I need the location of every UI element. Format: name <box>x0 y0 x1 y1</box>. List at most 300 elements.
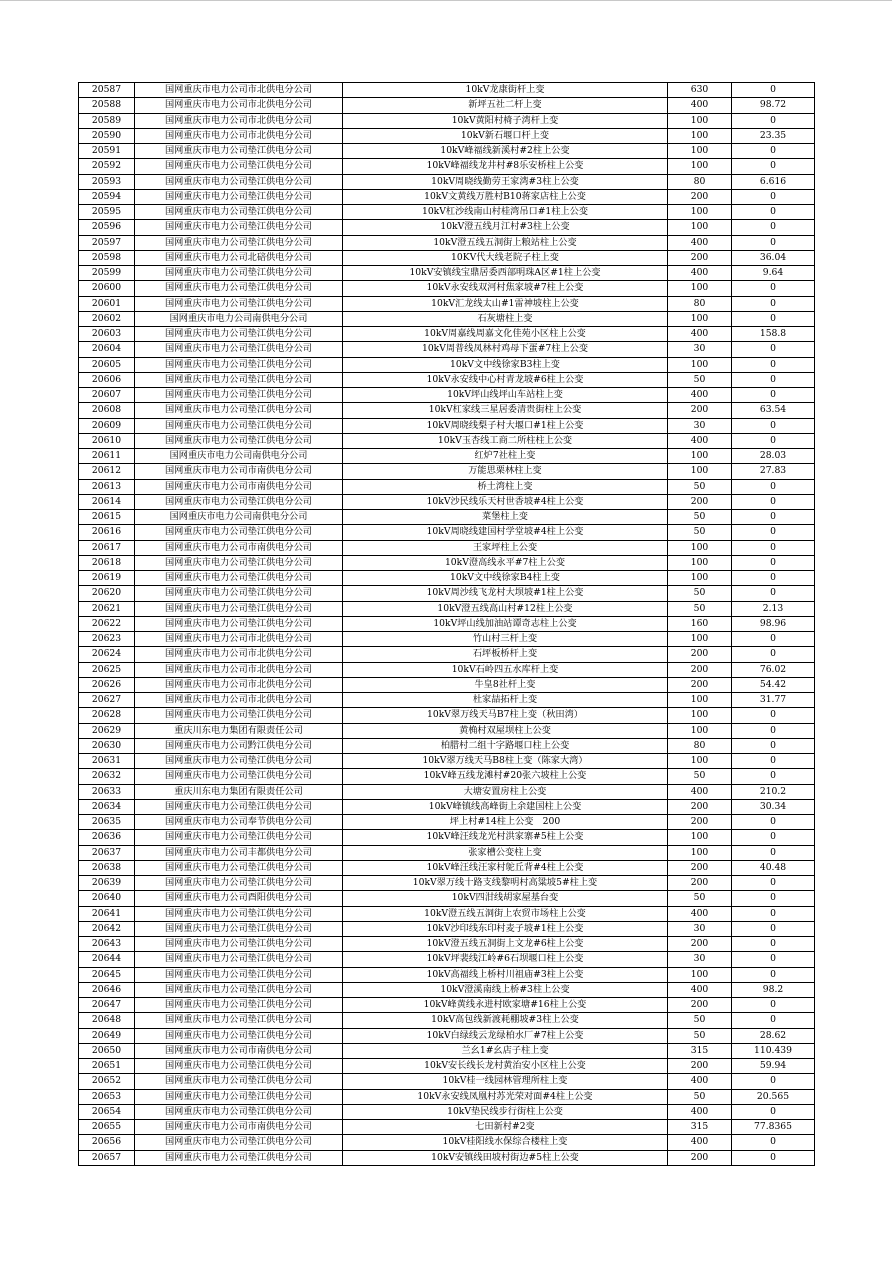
table-row <box>79 601 815 616</box>
company-cell: 国网重庆市电力公司北碚供电分公司 <box>135 250 343 265</box>
company-cell: 国网重庆市电力公司市南供电分公司 <box>135 479 343 494</box>
company-cell: 国网重庆市电力公司市南供电分公司 <box>135 1043 343 1058</box>
table-row <box>79 1089 815 1104</box>
company-cell: 国网重庆市电力公司垫江供电分公司 <box>135 174 343 189</box>
transformer-name-cell: 10kV澄五线高山村#12柱上公变 <box>343 601 668 616</box>
company-cell: 国网重庆市电力公司奉节供电分公司 <box>135 815 343 830</box>
transformer-name-cell: 10kV杠家线三星居委清贵街柱上公变 <box>343 403 668 418</box>
capacity-cell: 400 <box>668 235 732 250</box>
transformer-name-cell: 10kV新石堰口杆上变 <box>343 128 668 143</box>
company-cell: 国网重庆市电力公司垫江供电分公司 <box>135 159 343 174</box>
value-cell: 0 <box>732 388 815 403</box>
table-body <box>79 83 815 1166</box>
transformer-name-cell: 10kV文黄线万胜村B10蒋家店柱上公变 <box>343 189 668 204</box>
transformer-name-cell: 10kV汇龙线太山#1雷神坡柱上公变 <box>343 296 668 311</box>
value-cell: 0 <box>732 754 815 769</box>
table-row <box>79 205 815 220</box>
row-id-cell: 20646 <box>79 982 135 997</box>
table-row <box>79 799 815 814</box>
value-cell: 0 <box>732 1104 815 1119</box>
row-id-cell: 20611 <box>79 449 135 464</box>
table-row <box>79 266 815 281</box>
row-id-cell: 20606 <box>79 372 135 387</box>
capacity-cell: 400 <box>668 906 732 921</box>
table-row <box>79 662 815 677</box>
table-row <box>79 784 815 799</box>
capacity-cell: 100 <box>668 723 732 738</box>
table-row <box>79 693 815 708</box>
transformer-name-cell: 10kV安镇线宝鼎居委西部明珠A区#1柱上公变 <box>343 266 668 281</box>
value-cell: 28.03 <box>732 449 815 464</box>
table-row <box>79 159 815 174</box>
row-id-cell: 20620 <box>79 586 135 601</box>
company-cell: 国网重庆市电力公司垫江供电分公司 <box>135 952 343 967</box>
capacity-cell: 30 <box>668 418 732 433</box>
capacity-cell: 200 <box>668 799 732 814</box>
row-id-cell: 20633 <box>79 784 135 799</box>
row-id-cell: 20627 <box>79 693 135 708</box>
capacity-cell: 50 <box>668 1013 732 1028</box>
company-cell: 国网重庆市电力公司垫江供电分公司 <box>135 1074 343 1089</box>
transformer-name-cell: 10kV周晓线勤劳王家湾#3柱上公变 <box>343 174 668 189</box>
company-cell: 国网重庆市电力公司市北供电分公司 <box>135 83 343 98</box>
transformer-name-cell: 10kV永安线中心村青龙坡#6柱上公变 <box>343 372 668 387</box>
table-row <box>79 1074 815 1089</box>
transformer-name-cell: 坪上村#14柱上公变 200 <box>343 815 668 830</box>
capacity-cell: 80 <box>668 738 732 753</box>
company-cell: 国网重庆市电力公司市北供电分公司 <box>135 113 343 128</box>
capacity-cell: 400 <box>668 1135 732 1150</box>
capacity-cell: 400 <box>668 433 732 448</box>
transformer-name-cell: 10kV玉杏线工商二所柱柱上公变 <box>343 433 668 448</box>
table-row <box>79 1059 815 1074</box>
transformer-name-cell: 10kV石岭四五水库杆上变 <box>343 662 668 677</box>
company-cell: 国网重庆市电力公司垫江供电分公司 <box>135 616 343 631</box>
row-id-cell: 20626 <box>79 677 135 692</box>
capacity-cell: 400 <box>668 388 732 403</box>
company-cell: 国网重庆市电力公司市北供电分公司 <box>135 98 343 113</box>
capacity-cell: 100 <box>668 555 732 570</box>
company-cell: 国网重庆市电力公司市北供电分公司 <box>135 693 343 708</box>
table-row <box>79 250 815 265</box>
value-cell: 63.54 <box>732 403 815 418</box>
company-cell: 国网重庆市电力公司垫江供电分公司 <box>135 830 343 845</box>
capacity-cell: 50 <box>668 525 732 540</box>
company-cell: 国网重庆市电力公司市北供电分公司 <box>135 662 343 677</box>
company-cell: 国网重庆市电力公司垫江供电分公司 <box>135 220 343 235</box>
value-cell: 0 <box>732 998 815 1013</box>
transformer-name-cell: 10kV安长线长龙村黄治安小区柱上公变 <box>343 1059 668 1074</box>
capacity-cell: 400 <box>668 982 732 997</box>
transformer-name-cell: 10kV周普线凤林村鸡母下蛋#7柱上公变 <box>343 342 668 357</box>
row-id-cell: 20636 <box>79 830 135 845</box>
transformer-name-cell: 10kV高包线新渡耗棚坡#3柱上公变 <box>343 1013 668 1028</box>
row-id-cell: 20617 <box>79 540 135 555</box>
company-cell: 国网重庆市电力公司南供电分公司 <box>135 311 343 326</box>
value-cell: 0 <box>732 1150 815 1165</box>
company-cell: 国网重庆市电力公司垫江供电分公司 <box>135 418 343 433</box>
row-id-cell: 20590 <box>79 128 135 143</box>
transformer-name-cell: 10kV周沙线飞龙村大坝坡#1柱上公变 <box>343 586 668 601</box>
capacity-cell: 100 <box>668 281 732 296</box>
transformer-name-cell: 10kV澄溪南线上桥#3柱上公变 <box>343 982 668 997</box>
company-cell: 国网重庆市电力公司垫江供电分公司 <box>135 921 343 936</box>
transformer-name-cell: 石灰塘柱上变 <box>343 311 668 326</box>
row-id-cell: 20595 <box>79 205 135 220</box>
transformer-name-cell: 10kV峰福线新溪村#2柱上公变 <box>343 144 668 159</box>
capacity-cell: 100 <box>668 144 732 159</box>
value-cell: 0 <box>732 281 815 296</box>
row-id-cell: 20650 <box>79 1043 135 1058</box>
table-row <box>79 494 815 509</box>
table-row <box>79 1013 815 1028</box>
table-row <box>79 632 815 647</box>
row-id-cell: 20651 <box>79 1059 135 1074</box>
row-id-cell: 20602 <box>79 311 135 326</box>
value-cell: 0 <box>732 555 815 570</box>
value-cell: 0 <box>732 723 815 738</box>
capacity-cell: 200 <box>668 189 732 204</box>
capacity-cell: 100 <box>668 830 732 845</box>
transformer-name-cell: 10kV峰福线龙井村#8乐安桥柱上公变 <box>343 159 668 174</box>
value-cell: 23.35 <box>732 128 815 143</box>
row-id-cell: 20592 <box>79 159 135 174</box>
capacity-cell: 100 <box>668 540 732 555</box>
table-row <box>79 677 815 692</box>
capacity-cell: 200 <box>668 662 732 677</box>
company-cell: 国网重庆市电力公司垫江供电分公司 <box>135 327 343 342</box>
row-id-cell: 20622 <box>79 616 135 631</box>
transformer-name-cell: 新坪五社二杆上变 <box>343 98 668 113</box>
company-cell: 国网重庆市电力公司丰都供电分公司 <box>135 845 343 860</box>
value-cell: 0 <box>732 1074 815 1089</box>
row-id-cell: 20591 <box>79 144 135 159</box>
value-cell: 76.02 <box>732 662 815 677</box>
row-id-cell: 20647 <box>79 998 135 1013</box>
transformer-name-cell: 张家槽公变柱上变 <box>343 845 668 860</box>
table-row <box>79 144 815 159</box>
table-row <box>79 525 815 540</box>
company-cell: 国网重庆市电力公司垫江供电分公司 <box>135 708 343 723</box>
company-cell: 国网重庆市电力公司垫江供电分公司 <box>135 342 343 357</box>
transformer-name-cell: 10kV翠万线天马B7柱上变（秋田湾） <box>343 708 668 723</box>
row-id-cell: 20587 <box>79 83 135 98</box>
row-id-cell: 20638 <box>79 860 135 875</box>
capacity-cell: 50 <box>668 769 732 784</box>
value-cell: 0 <box>732 296 815 311</box>
row-id-cell: 20654 <box>79 1104 135 1119</box>
capacity-cell: 100 <box>668 449 732 464</box>
value-cell: 98.96 <box>732 616 815 631</box>
table-row <box>79 220 815 235</box>
table-row <box>79 1135 815 1150</box>
capacity-cell: 200 <box>668 494 732 509</box>
company-cell: 国网重庆市电力公司市北供电分公司 <box>135 632 343 647</box>
transformer-name-cell: 10kV澄五线五洞街上农贸市场柱上公变 <box>343 906 668 921</box>
value-cell: 59.94 <box>732 1059 815 1074</box>
table-row <box>79 982 815 997</box>
capacity-cell: 200 <box>668 250 732 265</box>
row-id-cell: 20644 <box>79 952 135 967</box>
company-cell: 国网重庆市电力公司垫江供电分公司 <box>135 601 343 616</box>
row-id-cell: 20652 <box>79 1074 135 1089</box>
row-id-cell: 20596 <box>79 220 135 235</box>
value-cell: 0 <box>732 342 815 357</box>
capacity-cell: 80 <box>668 296 732 311</box>
table-row <box>79 449 815 464</box>
capacity-cell: 100 <box>668 205 732 220</box>
table-row <box>79 342 815 357</box>
row-id-cell: 20619 <box>79 571 135 586</box>
table-row <box>79 998 815 1013</box>
table-row <box>79 860 815 875</box>
transformer-name-cell: 10kV安镇线田坡村街边#5柱上公变 <box>343 1150 668 1165</box>
row-id-cell: 20628 <box>79 708 135 723</box>
row-id-cell: 20634 <box>79 799 135 814</box>
table-row <box>79 174 815 189</box>
company-cell: 国网重庆市电力公司垫江供电分公司 <box>135 494 343 509</box>
value-cell: 0 <box>732 708 815 723</box>
transformer-name-cell: 10kV永安线凤凰村苏光荣对面#4柱上公变 <box>343 1089 668 1104</box>
capacity-cell: 630 <box>668 83 732 98</box>
capacity-cell: 100 <box>668 128 732 143</box>
transformer-name-cell: 10kV翠万线十路支线黎明村高粱坡5#柱上变 <box>343 876 668 891</box>
capacity-cell: 100 <box>668 708 732 723</box>
table-row <box>79 83 815 98</box>
value-cell: 158.8 <box>732 327 815 342</box>
capacity-cell: 100 <box>668 220 732 235</box>
row-id-cell: 20657 <box>79 1150 135 1165</box>
capacity-cell: 50 <box>668 1028 732 1043</box>
transformer-name-cell: 杜家喆拓杆上变 <box>343 693 668 708</box>
value-cell: 0 <box>732 418 815 433</box>
value-cell: 54.42 <box>732 677 815 692</box>
table-row <box>79 921 815 936</box>
capacity-cell: 50 <box>668 479 732 494</box>
transformer-name-cell: 10kV峰黄线永进村欧家塘#16柱上公变 <box>343 998 668 1013</box>
capacity-cell: 50 <box>668 372 732 387</box>
row-id-cell: 20618 <box>79 555 135 570</box>
table-row <box>79 327 815 342</box>
transformer-name-cell: 10kV峰汪线龙光村洪家寨#5柱上公变 <box>343 830 668 845</box>
table-row <box>79 723 815 738</box>
table-row <box>79 616 815 631</box>
transformer-name-cell: 大塘安置房柱上公变 <box>343 784 668 799</box>
value-cell: 210.2 <box>732 784 815 799</box>
transformer-name-cell: 10kV坪裴线江岭#6石坝堰口柱上公变 <box>343 952 668 967</box>
company-cell: 国网重庆市电力公司垫江供电分公司 <box>135 357 343 372</box>
company-cell: 国网重庆市电力公司垫江供电分公司 <box>135 769 343 784</box>
row-id-cell: 20607 <box>79 388 135 403</box>
table-row <box>79 128 815 143</box>
capacity-cell: 100 <box>668 845 732 860</box>
table-row <box>79 113 815 128</box>
value-cell: 0 <box>732 235 815 250</box>
transformer-name-cell: 10kV峰汪线汪家村鸵丘背#4柱上公变 <box>343 860 668 875</box>
company-cell: 国网重庆市电力公司垫江供电分公司 <box>135 281 343 296</box>
capacity-cell: 50 <box>668 586 732 601</box>
table-row <box>79 1104 815 1119</box>
value-cell: 0 <box>732 769 815 784</box>
transformer-name-cell: 10kV高福线上桥村川祖庙#3柱上公变 <box>343 967 668 982</box>
value-cell: 2.13 <box>732 601 815 616</box>
capacity-cell: 400 <box>668 327 732 342</box>
value-cell: 0 <box>732 632 815 647</box>
value-cell: 36.04 <box>732 250 815 265</box>
table-row <box>79 708 815 723</box>
capacity-cell: 315 <box>668 1120 732 1135</box>
capacity-cell: 200 <box>668 937 732 952</box>
value-cell: 110.439 <box>732 1043 815 1058</box>
company-cell: 国网重庆市电力公司垫江供电分公司 <box>135 205 343 220</box>
table-row <box>79 754 815 769</box>
transformer-name-cell: 10kV垫民线步行街柱上公变 <box>343 1104 668 1119</box>
transformer-name-cell: 红炉7社柱上变 <box>343 449 668 464</box>
table-row <box>79 952 815 967</box>
transformer-name-cell: 桥土湾柱上变 <box>343 479 668 494</box>
company-cell: 国网重庆市电力公司市北供电分公司 <box>135 647 343 662</box>
row-id-cell: 20641 <box>79 906 135 921</box>
transformer-name-cell: 兰幺1#幺店子柱上变 <box>343 1043 668 1058</box>
row-id-cell: 20640 <box>79 891 135 906</box>
row-id-cell: 20632 <box>79 769 135 784</box>
row-id-cell: 20642 <box>79 921 135 936</box>
transformer-name-cell: 10kV龙康街杆上变 <box>343 83 668 98</box>
company-cell: 国网重庆市电力公司垫江供电分公司 <box>135 860 343 875</box>
transformer-name-cell: 10kV澄五线五洞街上粮站柱上公变 <box>343 235 668 250</box>
company-cell: 国网重庆市电力公司垫江供电分公司 <box>135 982 343 997</box>
value-cell: 0 <box>732 571 815 586</box>
value-cell: 0 <box>732 1013 815 1028</box>
company-cell: 国网重庆市电力公司垫江供电分公司 <box>135 906 343 921</box>
table-row <box>79 830 815 845</box>
capacity-cell: 100 <box>668 159 732 174</box>
row-id-cell: 20625 <box>79 662 135 677</box>
capacity-cell: 100 <box>668 632 732 647</box>
capacity-cell: 50 <box>668 510 732 525</box>
row-id-cell: 20616 <box>79 525 135 540</box>
capacity-cell: 200 <box>668 1059 732 1074</box>
capacity-cell: 400 <box>668 98 732 113</box>
table-row <box>79 510 815 525</box>
capacity-cell: 200 <box>668 876 732 891</box>
table-row <box>79 876 815 891</box>
capacity-cell: 50 <box>668 891 732 906</box>
row-id-cell: 20614 <box>79 494 135 509</box>
row-id-cell: 20615 <box>79 510 135 525</box>
company-cell: 国网重庆市电力公司南供电分公司 <box>135 510 343 525</box>
capacity-cell: 100 <box>668 113 732 128</box>
table-row <box>79 388 815 403</box>
value-cell: 0 <box>732 189 815 204</box>
value-cell: 98.72 <box>732 98 815 113</box>
value-cell: 28.62 <box>732 1028 815 1043</box>
value-cell: 0 <box>732 220 815 235</box>
company-cell: 国网重庆市电力公司市北供电分公司 <box>135 677 343 692</box>
value-cell: 31.77 <box>732 693 815 708</box>
capacity-cell: 100 <box>668 357 732 372</box>
row-id-cell: 20639 <box>79 876 135 891</box>
company-cell: 国网重庆市电力公司垫江供电分公司 <box>135 1013 343 1028</box>
row-id-cell: 20630 <box>79 738 135 753</box>
capacity-cell: 100 <box>668 693 732 708</box>
transformer-name-cell: 10kV坪山线坪山车站柱上变 <box>343 388 668 403</box>
company-cell: 国网重庆市电力公司垫江供电分公司 <box>135 433 343 448</box>
company-cell: 国网重庆市电力公司垫江供电分公司 <box>135 799 343 814</box>
company-cell: 国网重庆市电力公司垫江供电分公司 <box>135 1059 343 1074</box>
table-row <box>79 464 815 479</box>
row-id-cell: 20645 <box>79 967 135 982</box>
value-cell: 0 <box>732 510 815 525</box>
table-row <box>79 311 815 326</box>
table-row <box>79 235 815 250</box>
company-cell: 国网重庆市电力公司垫江供电分公司 <box>135 388 343 403</box>
transformer-name-cell: 黄桷村双屋坝柱上公变 <box>343 723 668 738</box>
transformer-name-cell: 10kV周晓线梨子村大堰口#1柱上公变 <box>343 418 668 433</box>
capacity-cell: 80 <box>668 174 732 189</box>
row-id-cell: 20653 <box>79 1089 135 1104</box>
row-id-cell: 20656 <box>79 1135 135 1150</box>
row-id-cell: 20631 <box>79 754 135 769</box>
capacity-cell: 100 <box>668 311 732 326</box>
value-cell: 0 <box>732 357 815 372</box>
transformer-name-cell: 10kV黄阳村椅子湾杆上变 <box>343 113 668 128</box>
capacity-cell: 400 <box>668 784 732 799</box>
row-id-cell: 20635 <box>79 815 135 830</box>
capacity-cell: 100 <box>668 571 732 586</box>
transformer-name-cell: 10kV桂一线园林管理所柱上变 <box>343 1074 668 1089</box>
company-cell: 重庆川东电力集团有限责任公司 <box>135 723 343 738</box>
capacity-cell: 30 <box>668 342 732 357</box>
row-id-cell: 20594 <box>79 189 135 204</box>
capacity-cell: 100 <box>668 464 732 479</box>
capacity-cell: 30 <box>668 921 732 936</box>
capacity-cell: 100 <box>668 967 732 982</box>
table-row <box>79 647 815 662</box>
value-cell: 20.565 <box>732 1089 815 1104</box>
capacity-cell: 200 <box>668 860 732 875</box>
company-cell: 国网重庆市电力公司南供电分公司 <box>135 449 343 464</box>
row-id-cell: 20599 <box>79 266 135 281</box>
table-row <box>79 281 815 296</box>
company-cell: 国网重庆市电力公司垫江供电分公司 <box>135 998 343 1013</box>
table-row <box>79 189 815 204</box>
table-row <box>79 937 815 952</box>
capacity-cell: 160 <box>668 616 732 631</box>
transformer-name-cell: 竹山村三杆上变 <box>343 632 668 647</box>
company-cell: 国网重庆市电力公司垫江供电分公司 <box>135 1135 343 1150</box>
row-id-cell: 20588 <box>79 98 135 113</box>
capacity-cell: 200 <box>668 403 732 418</box>
row-id-cell: 20609 <box>79 418 135 433</box>
table-row <box>79 403 815 418</box>
value-cell: 77.8365 <box>732 1120 815 1135</box>
value-cell: 0 <box>732 647 815 662</box>
value-cell: 98.2 <box>732 982 815 997</box>
transformer-name-cell: 10kV澄高线永平#7柱上公变 <box>343 555 668 570</box>
capacity-cell: 400 <box>668 1104 732 1119</box>
table-row <box>79 891 815 906</box>
row-id-cell: 20589 <box>79 113 135 128</box>
company-cell: 国网重庆市电力公司垫江供电分公司 <box>135 1028 343 1043</box>
table-row <box>79 1120 815 1135</box>
value-cell: 0 <box>732 937 815 952</box>
transformer-name-cell: 柏腊村二组十字路堰口柱上公变 <box>343 738 668 753</box>
company-cell: 国网重庆市电力公司垫江供电分公司 <box>135 937 343 952</box>
row-id-cell: 20604 <box>79 342 135 357</box>
value-cell: 0 <box>732 906 815 921</box>
transformer-name-cell: 10kV沙印线东印村麦子坡#1柱上公变 <box>343 921 668 936</box>
